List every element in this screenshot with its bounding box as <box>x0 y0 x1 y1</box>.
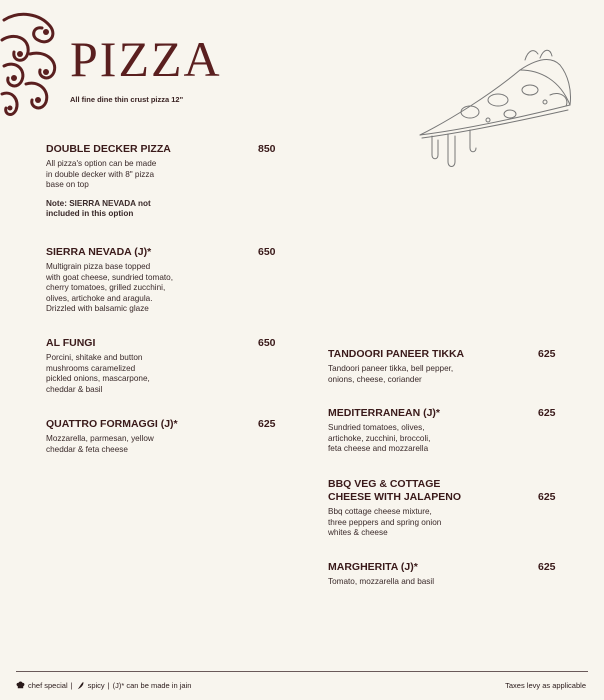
footer-divider <box>16 671 588 672</box>
legend-separator: | <box>107 681 110 690</box>
item-price: 625 <box>538 407 556 419</box>
item-name: SIERRA NEVADA (J)* <box>46 246 152 258</box>
desc-line: onions, cheese, coriander <box>328 374 422 384</box>
taxes-note: Taxes levy as applicable <box>505 681 586 690</box>
desc-line: cheddar & basil <box>46 384 103 394</box>
item-name: TANDOORI PANEER TIKKA <box>328 348 465 360</box>
desc-line: Bbq cottage cheese mixture, <box>328 507 432 516</box>
desc-line: olives, artichoke and aragula. <box>46 293 153 303</box>
item-price: 650 <box>258 337 276 349</box>
item-description <box>46 353 226 395</box>
item-price: 625 <box>538 561 556 573</box>
legend-separator: | <box>70 681 73 690</box>
item-name: DOUBLE DECKER PIZZA <box>46 143 171 155</box>
item-price: 650 <box>258 246 276 258</box>
item-description <box>46 159 226 191</box>
desc-line: cherry tomatoes, grilled zucchini, <box>46 283 166 293</box>
item-description <box>328 423 518 455</box>
chef-hat-icon <box>16 681 25 690</box>
page-title: PIZZA <box>70 31 222 87</box>
item-price: 625 <box>538 491 556 503</box>
menu-item-tandoori-paneer-tikka <box>328 348 556 385</box>
item-description <box>46 434 226 455</box>
spicy-label: spicy <box>87 681 105 690</box>
desc-line: artichoke, zucchini, broccoli, <box>328 433 431 443</box>
footer-legend <box>16 681 191 690</box>
desc-line: three peppers and spring onion <box>328 517 442 527</box>
desc-line: feta cheese and mozzarella <box>328 444 429 454</box>
desc-line: Mozzarella, parmesan, yellow <box>46 434 154 443</box>
menu-item-mediterranean <box>328 407 556 455</box>
desc-line: Tandoori paneer tikka, bell pepper, <box>328 364 454 373</box>
menu-item-sierra-nevada <box>46 246 276 315</box>
item-name: AL FUNGI <box>46 337 96 349</box>
desc-line: Porcini, shitake and button <box>46 353 143 362</box>
pizza-slice-sketch-icon <box>410 40 580 170</box>
item-note <box>46 199 226 220</box>
desc-line: with goat cheese, sundried tomato, <box>46 272 173 282</box>
menu-item-bbq-veg-cottage-cheese <box>328 478 556 539</box>
item-name: MEDITERRANEAN (J)* <box>328 407 441 419</box>
menu-item-al-fungi <box>46 337 276 395</box>
item-name-line: CHEESE WITH JALAPENO <box>328 491 462 503</box>
desc-line: Multigrain pizza base topped <box>46 262 151 271</box>
item-description <box>328 507 518 539</box>
desc-line: in double decker with 8" pizza <box>46 169 155 179</box>
desc-line: pickled onions, mascarpone, <box>46 374 150 384</box>
item-description <box>46 262 226 315</box>
desc-line: Sundried tomatoes, olives, <box>328 423 425 432</box>
desc-line: All pizza's option can be made <box>46 159 157 168</box>
item-price: 625 <box>258 418 276 430</box>
jain-label: (J)* can be made in jain <box>112 681 192 690</box>
item-name-line: BBQ VEG & COTTAGE <box>328 478 441 490</box>
desc-line: Drizzled with balsamic glaze <box>46 304 149 314</box>
note-line: Note: SIERRA NEVADA not <box>46 198 151 208</box>
menu-item-margherita <box>328 561 556 588</box>
desc-line: cheddar & feta cheese <box>46 444 128 454</box>
menu-item-quattro-formaggi <box>46 418 276 455</box>
item-description <box>328 364 518 385</box>
desc-line: base on top <box>46 180 89 190</box>
note-line: included in this option <box>46 209 134 219</box>
item-name: MARGHERITA (J)* <box>328 561 418 573</box>
item-description <box>328 577 518 588</box>
chef-special-label: chef special <box>28 681 68 690</box>
ornament-icon <box>0 10 64 120</box>
desc-line: Tomato, mozzarella and basil <box>328 577 435 586</box>
menu-item-double-decker <box>46 143 276 220</box>
chili-icon <box>76 681 85 690</box>
desc-line: whites & cheese <box>328 528 388 538</box>
page-subtitle: All fine dine thin crust pizza 12" <box>70 95 184 104</box>
item-name <box>328 478 518 504</box>
item-price: 625 <box>538 348 556 360</box>
desc-line: mushrooms caramelized <box>46 363 136 373</box>
item-name: QUATTRO FORMAGGI (J)* <box>46 418 178 430</box>
item-price: 850 <box>258 143 276 155</box>
